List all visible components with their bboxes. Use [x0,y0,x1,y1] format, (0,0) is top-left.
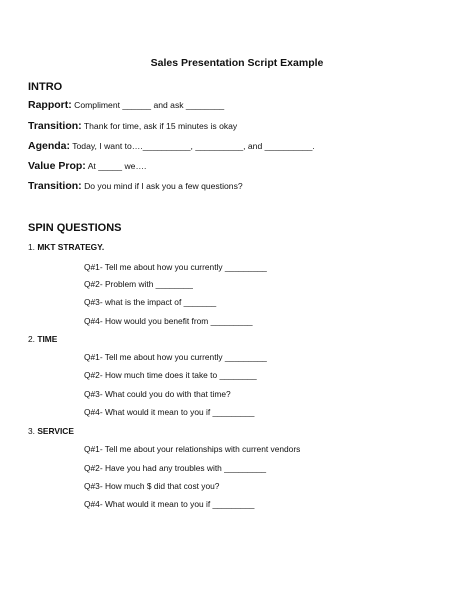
question-item: Q#4- What would it mean to you if _________ [84,499,255,509]
intro-line-text: Compliment ______ and ask ________ [74,100,225,110]
question-item: Q#2- Have you had any troubles with _________ [84,463,267,473]
intro-line-text: Thank for time, ask if 15 minutes is okay [83,121,238,131]
question-item: Q#4- How would you benefit from _________ [84,316,253,326]
spin-group-3-title [28,426,74,436]
intro-line-label: Rapport: [28,99,72,111]
spin-group-1-title [28,242,104,252]
group-category: MKT STRATEGY. [37,242,105,252]
group-category: SERVICE [37,426,74,436]
intro-line-text: Do you mind if I ask you a few questions? [84,181,243,191]
spin-heading: SPIN QUESTIONS [28,222,122,234]
intro-line-rapport [28,99,224,111]
document-title: Sales Presentation Script Example [150,57,324,69]
intro-line-label: Value Prop: [28,160,86,172]
intro-line-agenda [28,140,315,152]
intro-line-label: Agenda: [28,140,70,152]
intro-line-text: Today, I want to….__________, __________, and __________. [72,141,315,151]
question-item: Q#1- Tell me about your relationships with current vendors [84,444,301,454]
spin-group-2-title [28,334,57,344]
intro-line-value-prop [28,160,146,172]
question-item: Q#3- what is the impact of _______ [84,297,217,307]
intro-line-label: Transition: [28,120,82,132]
question-item: Q#1- Tell me about how you currently _________ [84,352,267,362]
intro-heading: INTRO [28,81,63,93]
group-number: 1. [28,242,35,252]
question-item: Q#2- How much time does it take to ________ [84,370,257,380]
group-number: 2. [28,334,35,344]
question-item: Q#2- Problem with ________ [84,279,193,289]
group-category: TIME [37,334,58,344]
question-item: Q#3- How much $ did that cost you? [84,481,220,491]
intro-line-transition-2 [28,180,243,192]
question-item: Q#3- What could you do with that time? [84,389,231,399]
group-number: 3. [28,426,35,436]
question-item: Q#1- Tell me about how you currently _________ [84,262,267,272]
question-item: Q#4- What would it mean to you if _________ [84,407,255,417]
intro-line-transition-1 [28,120,237,132]
intro-line-text: At _____ we…. [87,161,147,171]
intro-line-label: Transition: [28,180,82,192]
